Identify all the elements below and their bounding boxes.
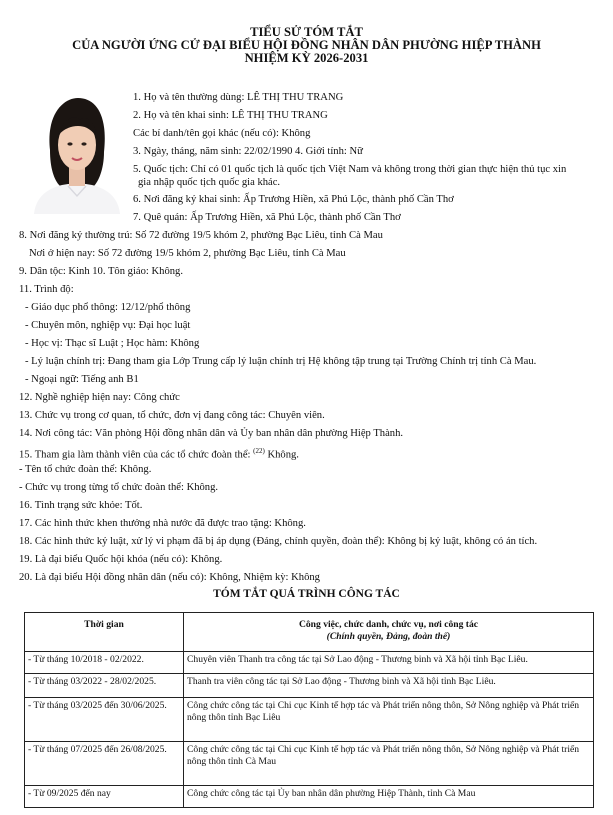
bio-nationality-cont: gia nhập quốc tịch quốc gia khác.: [138, 177, 281, 188]
bio-degree: - Học vị: Thạc sĩ Luật ; Học hàm: Không: [25, 338, 200, 349]
bio-occupation: 12. Nghề nghiệp hiện nay: Công chức: [19, 392, 180, 403]
bio-nationality: 5. Quốc tịch: Chỉ có 01 quốc tịch là quốc tịch Việt Nam và không trong thời gian thực hiện thủ tục xin: [133, 164, 567, 175]
row-work: Công chức công tác tại Chi cục Kinh tế hợp tác và Phát triển nông thôn, Sở Nông nghiệp và Phát triển nông thôn tỉnh Cà Mau: [184, 742, 594, 786]
bio-current-address: Nơi ở hiện nay: Số 72 đường 19/5 khóm 2, phường Bạc Liêu, tỉnh Cà Mau: [29, 248, 346, 259]
bio-council-delegate: 20. Là đại biểu Hội đồng nhân dân (nếu có): Không, Nhiệm kỳ: Không: [19, 572, 320, 583]
column-work: [184, 613, 594, 652]
row-work: Chuyên viên Thanh tra công tác tại Sở Lao động - Thương binh và Xã hội tỉnh Bạc Liêu.: [184, 652, 594, 674]
table-row: [25, 742, 594, 786]
row-time: - Từ tháng 03/2025 đến 30/06/2025.: [25, 698, 184, 742]
title-line-3: NHIỆM KỲ 2026-2031: [244, 51, 369, 65]
footnote-ref: (22): [253, 447, 265, 455]
bio-birth-name: 2. Họ và tên khai sinh: LÊ THỊ THU TRANG: [133, 110, 328, 121]
table-row: [25, 698, 594, 742]
bio-specialty: - Chuyên môn, nghiệp vụ: Đại học luật: [25, 320, 191, 331]
bio-alias: Các bí danh/tên gọi khác (nếu có): Không: [133, 128, 311, 139]
column-work-subtitle: (Chính quyền, Đảng, đoàn thể): [326, 630, 451, 642]
row-time: - Từ 09/2025 đến nay: [25, 786, 184, 808]
row-time: - Từ tháng 10/2018 - 02/2022.: [25, 652, 184, 674]
bio-dob-gender: 3. Ngày, tháng, năm sinh: 22/02/1990 4. Giới tính: Nữ: [133, 146, 363, 157]
table-header-row: [25, 613, 594, 652]
bio-permanent-address: 8. Nơi đăng ký thường trú: Số 72 đường 19/5 khóm 2, phường Bạc Liêu, tỉnh Cà Mau: [19, 230, 383, 241]
bio-discipline: 18. Các hình thức kỷ luật, xử lý vi phạm đã bị áp dụng (Đảng, chính quyền, đoàn thể): Không bị kỷ luật, không có án tích.: [19, 536, 538, 547]
row-work: Công chức công tác tại Ủy ban nhân dân phường Hiệp Thành, tỉnh Cà Mau: [184, 786, 594, 808]
bio-education-heading: 11. Trình độ:: [19, 284, 74, 295]
bio-organizations: 15. Tham gia làm thành viên của các tổ chức đoàn thể: $^{(22)}$ Không.: [19, 447, 299, 461]
history-heading: TÓM TẮT QUÁ TRÌNH CÔNG TÁC: [213, 588, 400, 600]
column-time: Thời gian: [25, 613, 184, 652]
row-time: - Từ tháng 03/2022 - 28/02/2025.: [25, 674, 184, 698]
title-line-1: TIỂU SỬ TÓM TẮT: [250, 25, 363, 39]
bio-position: 13. Chức vụ trong cơ quan, tổ chức, đơn vị đang công tác: Chuyên viên.: [19, 410, 325, 421]
title-line-2: CỦA NGƯỜI ỨNG CỬ ĐẠI BIỂU HỘI ĐỒNG NHÂN DÂN PHƯỜNG HIỆP THÀNH: [72, 38, 541, 52]
bio-organization-role: - Chức vụ trong từng tổ chức đoàn thể: Không.: [19, 482, 219, 493]
row-time: - Từ tháng 07/2025 đến 26/08/2025.: [25, 742, 184, 786]
bio-hometown: 7. Quê quán: Ấp Trương Hiền, xã Phú Lộc, thành phố Cần Thơ: [133, 212, 401, 223]
portrait-photo: [28, 90, 124, 214]
row-work: Thanh tra viên công tác tại Sở Lao động - Thương binh và Xã hội tỉnh Bạc Liêu.: [184, 674, 594, 698]
bio-political-theory: - Lý luận chính trị: Đang tham gia Lớp Trung cấp lý luận chính trị Hệ không tập trung tại Trường Chính trị tỉnh Cà Mau.: [25, 356, 537, 367]
bio-organization-name: - Tên tổ chức đoàn thể: Không.: [19, 464, 152, 475]
work-history-table: [24, 612, 594, 808]
bio-awards: 17. Các hình thức khen thưởng nhà nước đã được trao tặng: Không.: [19, 518, 306, 529]
bio-foreign-language: - Ngoại ngữ: Tiếng anh B1: [25, 374, 139, 385]
bio-workplace: 14. Nơi công tác: Văn phòng Hội đồng nhân dân và Ủy ban nhân dân phường Hiệp Thành.: [19, 428, 404, 439]
table-row: [25, 652, 594, 674]
table-row: [25, 786, 594, 808]
table-row: [25, 674, 594, 698]
bio-birth-registration: 6. Nơi đăng ký khai sinh: Ấp Trương Hiền, xã Phú Lộc, thành phố Cần Thơ: [133, 194, 454, 205]
column-work-title: Công việc, chức danh, chức vụ, nơi công tác: [298, 619, 479, 630]
bio-general-education: - Giáo dục phổ thông: 12/12/phổ thông: [25, 302, 191, 313]
bio-health: 16. Tình trạng sức khỏe: Tốt.: [19, 500, 143, 511]
row-work: Công chức công tác tại Chi cục Kinh tế hợp tác và Phát triển nông thôn, Sở Nông nghiệp và Phát triển nông thôn tỉnh Bạc Liêu: [184, 698, 594, 742]
bio-common-name: 1. Họ và tên thường dùng: LÊ THỊ THU TRANG: [133, 92, 344, 103]
bio-ethnicity-religion: 9. Dân tộc: Kinh 10. Tôn giáo: Không.: [19, 266, 183, 277]
bio-national-assembly: 19. Là đại biểu Quốc hội khóa (nếu có): Không.: [19, 554, 223, 565]
